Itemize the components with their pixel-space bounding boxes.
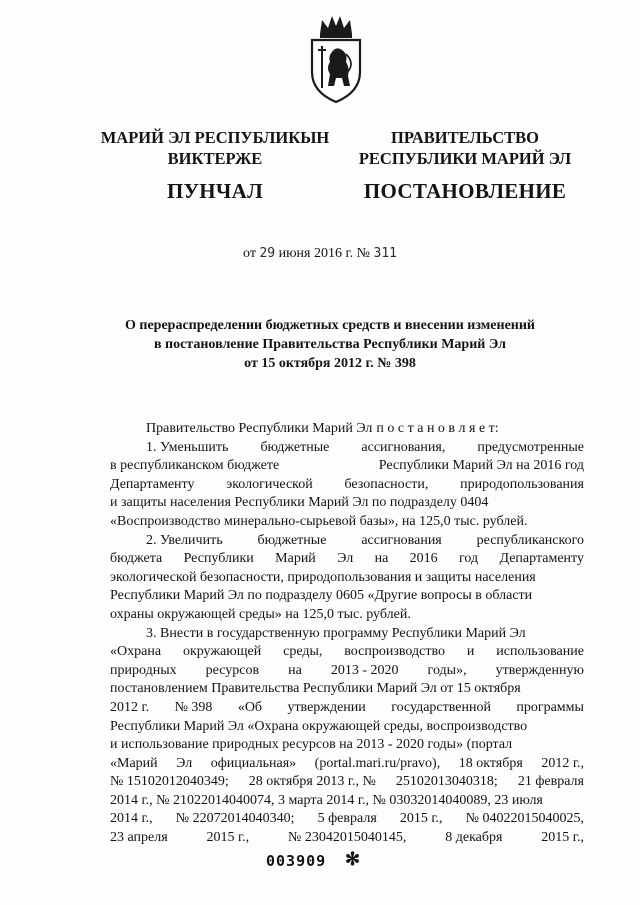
header-right-line1: ПРАВИТЕЛЬСТВО [391,128,539,147]
body-line [110,662,584,681]
body-text: ассигнования [361,532,442,548]
body-text: 2012 г., [541,755,584,771]
body-line [110,680,584,699]
body-text: программы [516,699,584,715]
body-line [110,532,584,551]
body-text: Марий [275,551,316,567]
body-text: № 15102012040349; [110,774,229,790]
body-text: 5 февраля [317,811,377,827]
body-line [110,513,584,532]
body-text: № 23042015040145, [288,830,407,846]
body-line [110,792,584,811]
body-text: утверждении [287,699,366,715]
body-line [110,829,584,848]
body-text: 8 декабря [445,830,503,846]
body-text: 2015 г., [399,811,443,827]
date-prefix: от [243,246,256,261]
body-line [110,736,584,755]
body-text: Республики Марий Эл «Охрана окружающей среды, воспроизводство [110,718,528,734]
body-line [110,643,584,662]
body-line [110,718,584,737]
body-text: «Воспроизводство минерально-сырьевой базы», на 125,0 тыс. рублей. [110,513,528,529]
body-text: природопользования [460,476,584,492]
body-text: экологической [226,476,313,492]
body-text: 25102013040318; [395,774,498,790]
body-text: 2013 - 2020 [330,662,399,678]
body-text: № 22072014040340; [175,811,295,827]
body-text: ассигнования, [361,439,446,455]
document-date-line [0,246,640,262]
body-text: Правительство Республики Марий Эл [146,421,373,436]
body-text: Республики Марий Эл по подразделу 0605 «Другие вопросы в области [110,588,533,604]
body-text: ресурсов [205,662,260,678]
document-title [60,316,600,373]
header-left [100,127,330,204]
body-text: среды, [283,644,323,660]
body-text: природных [110,662,177,678]
body-line [110,494,584,513]
document-number: 311 [373,246,397,261]
body-text: безопасности, [344,476,429,492]
body-text: и использование природных ресурсов на 2013 - 2020 годы» (портал [110,737,513,753]
body-line [110,773,584,792]
body-line [110,625,584,644]
document-body [110,420,584,848]
body-text: 2015 г., [206,830,250,846]
body-text: 28 октября 2013 г., № [248,774,376,790]
body-text: республиканского [476,532,584,548]
body-text: использование [496,644,584,660]
asterisk-mark-icon: ✻ [345,849,361,869]
body-text: на [288,662,302,678]
body-line [110,439,584,458]
body-line [110,587,584,606]
body-line [110,550,584,569]
body-text: п о с т а н о в л я е т: [376,421,499,436]
body-text: бюджетные [260,439,330,455]
body-text: 23 апреля [110,830,168,846]
body-text: окружающей [182,644,262,660]
title-line: от 15 октября 2012 г. № 398 [244,356,416,371]
header-right-line2: РЕСПУБЛИКИ МАРИЙ ЭЛ [358,149,572,168]
body-text: охраны окружающей среды» на 125,0 тыс. рублей. [110,606,411,622]
header-left-doc-type: ПУНЧАЛ [166,179,264,203]
body-line [110,699,584,718]
body-text: «Об [237,699,263,715]
body-line [110,476,584,495]
body-text: на [374,551,389,567]
body-text: в республиканском бюджете [110,458,280,474]
header-left-line1: МАРИЙ ЭЛ РЕСПУБЛИКЫН [100,128,330,147]
body-text: воспроизводство [344,644,445,660]
body-text: бюджета [110,551,163,567]
body-text: государственной [391,699,491,715]
header-right-doc-type: ПОСТАНОВЛЕНИЕ [363,179,567,203]
body-text: бюджетные [257,532,327,548]
body-text: Департаменту [110,476,195,492]
body-text: год [459,551,479,567]
date-day: 29 [259,246,276,261]
title-line: в постановление Правительства Республики Марий Эл [153,337,507,352]
body-text: утвержденную [495,662,584,678]
body-text: и защиты населения Республики Марий Эл по подразделу 0404 [110,495,489,511]
body-text: и [466,644,475,660]
body-line [110,457,584,476]
body-text: 3. Внести в государственную программу Республики Марий Эл [146,625,526,641]
body-text: (portal.mari.ru/pravo), [314,755,441,771]
body-text: экологической безопасности, природопользования и защиты населения [110,569,536,585]
body-line [110,810,584,829]
title-line: О перераспределении бюджетных средств и внесении изменений [124,318,535,333]
body-text: «Марий [110,755,158,771]
body-text: 2012 г. [110,699,150,715]
body-text: 2014 г., № 21022014040074, 3 марта 2014 г., № 03032014040089, 23 июля [110,792,543,808]
body-line [110,569,584,588]
body-text: официальная» [210,755,297,771]
body-text: предусмотренные [477,439,584,455]
body-text: № 04022015040025, [465,811,584,827]
body-text: годы», [427,662,467,678]
body-line [110,606,584,625]
body-text: Республики [183,551,254,567]
coat-of-arms-icon [306,14,366,104]
date-month-year: июня 2016 г. № [278,246,370,261]
body-text: Эл [176,755,193,771]
body-text: Эл [337,551,354,567]
body-text: 2016 [409,551,438,567]
header-left-line2: ВИКТЕРЖЕ [167,149,263,168]
body-line [110,755,584,774]
body-text: 18 октября [458,755,523,771]
body-text: постановлением Правительства Республики Марий Эл от 15 октября [110,681,521,697]
body-text: 2015 г., [541,830,584,846]
body-text: 2014 г., [110,811,153,827]
body-text: 21 февраля [517,774,584,790]
body-text: Департаменту [499,551,584,567]
body-text: № 398 [174,699,213,715]
body-text: 2. Увеличить [146,532,223,548]
body-text: Республики Марий Эл на 2016 год [378,458,584,474]
serial-number: 003909 [266,852,327,870]
body-intro [110,420,584,439]
body-text: «Охрана [110,644,162,660]
body-text: 1. Уменьшить [146,439,229,455]
header-right [350,127,580,204]
